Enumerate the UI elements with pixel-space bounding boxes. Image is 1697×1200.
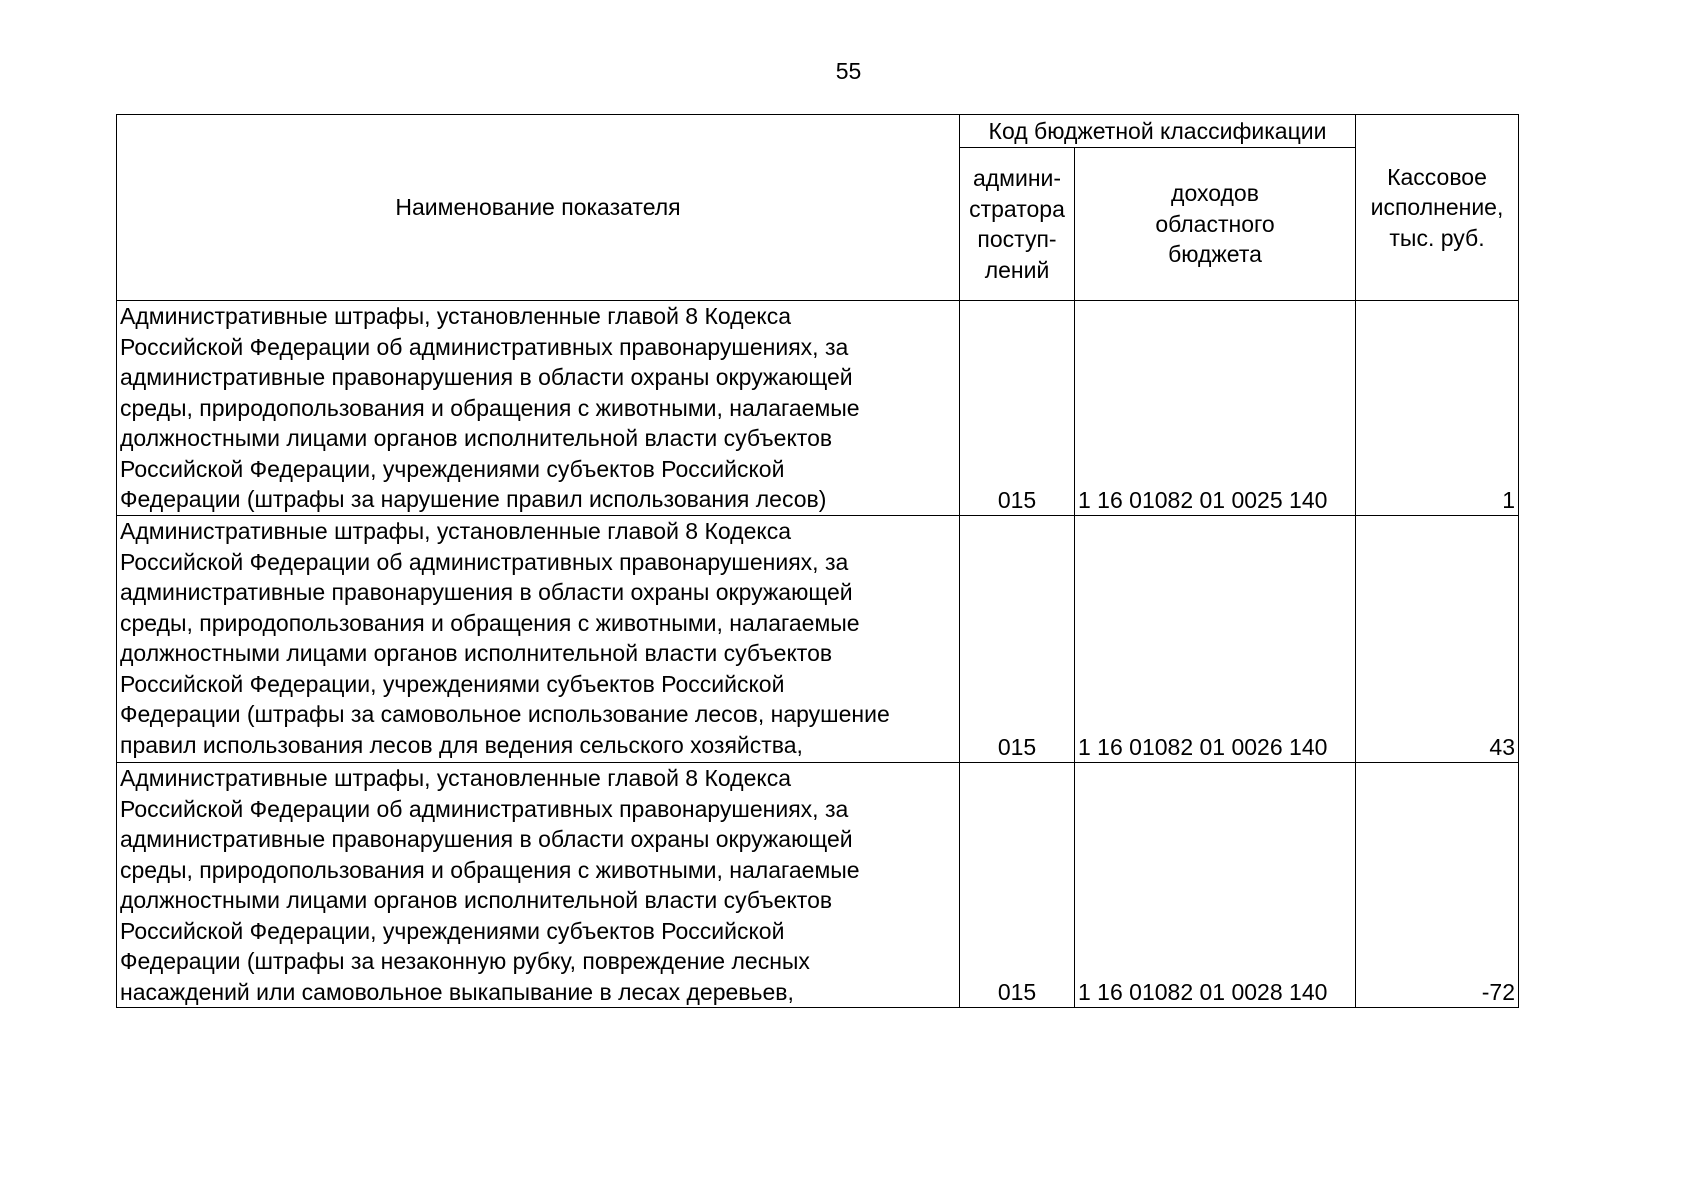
column-header-admin: админи- стратора поступ- лений bbox=[960, 148, 1075, 301]
row-description: Административные штрафы, установленные главой 8 Кодекса Российской Федерации об административных правонарушениях, за административные правонарушения в области охраны окружающей среды, природопользования и обращения с животными, налагаемые должностными лицами органов исполнительной власти субъектов Российской Федерации, учреждениями субъектов Российской Федерации (штрафы за нарушение правил использования лесов) bbox=[117, 301, 960, 516]
row-admin-code: 015 bbox=[960, 516, 1075, 763]
column-header-income: доходов областного бюджета bbox=[1075, 148, 1356, 301]
row-admin-code: 015 bbox=[960, 763, 1075, 1008]
table-row bbox=[117, 301, 1519, 516]
row-amount: 43 bbox=[1356, 516, 1519, 763]
row-income-code: 1 16 01082 01 0025 140 bbox=[1075, 301, 1356, 516]
row-income-code: 1 16 01082 01 0028 140 bbox=[1075, 763, 1356, 1008]
row-admin-code: 015 bbox=[960, 301, 1075, 516]
header-row bbox=[117, 115, 1519, 148]
row-amount: 1 bbox=[1356, 301, 1519, 516]
column-header-cash-execution: Кассовое исполнение, тыс. руб. bbox=[1356, 115, 1519, 301]
column-header-classification-group: Код бюджетной классификации bbox=[960, 115, 1356, 148]
page-number: 55 bbox=[835, 58, 862, 84]
budget-table bbox=[116, 114, 1519, 1008]
row-description: Административные штрафы, установленные главой 8 Кодекса Российской Федерации об административных правонарушениях, за административные правонарушения в области охраны окружающей среды, природопользования и обращения с животными, налагаемые должностными лицами органов исполнительной власти субъектов Российской Федерации, учреждениями субъектов Российской Федерации (штрафы за самовольное использование лесов, нарушение правил использования лесов для ведения сельского хозяйства, bbox=[117, 516, 960, 763]
table-row bbox=[117, 763, 1519, 1008]
row-income-code: 1 16 01082 01 0026 140 bbox=[1075, 516, 1356, 763]
table-row bbox=[117, 516, 1519, 763]
column-header-name: Наименование показателя bbox=[117, 115, 960, 301]
row-description: Административные штрафы, установленные главой 8 Кодекса Российской Федерации об административных правонарушениях, за административные правонарушения в области охраны окружающей среды, природопользования и обращения с животными, налагаемые должностными лицами органов исполнительной власти субъектов Российской Федерации, учреждениями субъектов Российской Федерации (штрафы за незаконную рубку, повреждение лесных насаждений или самовольное выкапывание в лесах деревьев, bbox=[117, 763, 960, 1008]
row-amount: -72 bbox=[1356, 763, 1519, 1008]
